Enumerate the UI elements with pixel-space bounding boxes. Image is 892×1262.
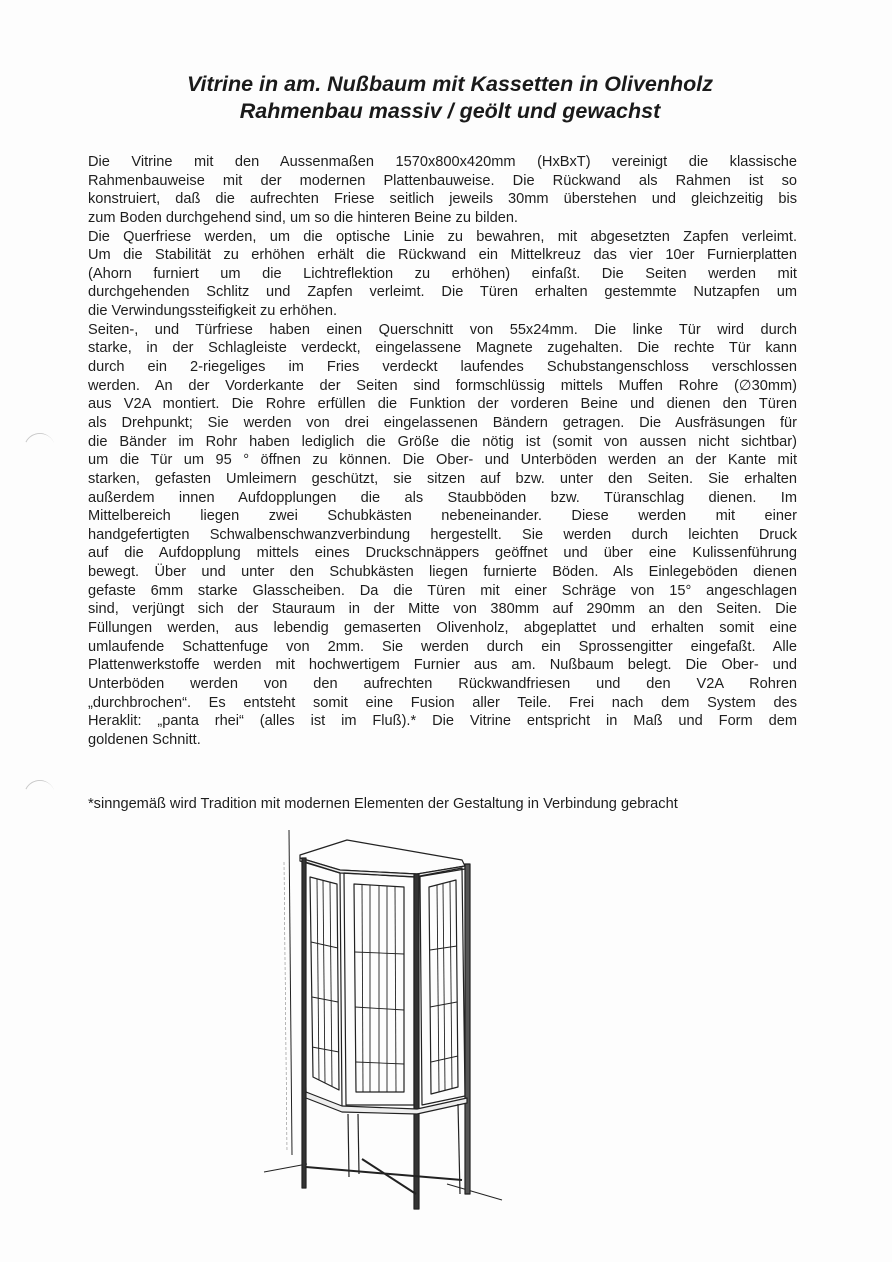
body-line: gefaste 6mm starke Glasscheiben. Da die Türen mit einer Schräge von 15° angeschlagen [88,582,797,599]
document-title-line-2: Rahmenbau massiv / geölt und gewachst [239,99,661,123]
body-line: die Bänder im Rohr haben lediglich die Größe die nötig ist (somit von aussen nicht sichtbar) [88,433,797,450]
punch-hole-mark [20,429,60,469]
body-line: bewegt. Über und unter den Schubkästen liegen furnierte Böden. Als Einlegeböden dienen [88,564,797,581]
body-line: Plattenwerkstoffe werden mit hochwertigem Furnier aus am. Nußbaum belegt. Die Ober- und [88,657,797,674]
footnote: *sinngemäß wird Tradition mit modernen Elementen der Gestaltung in Verbindung gebracht [88,796,678,812]
rear-right-post [465,864,470,1194]
body-line: Die Querfriese werden, um die optische Linie zu bewahren, mit abgesetzten Zapfen verleimt. [88,228,797,245]
cross-brace [362,1159,416,1194]
body-line: „durchbrochen“. Es entsteht somit eine Fusion aller Teile. Frei nach dem System des [88,694,797,711]
front-right-tube [414,874,419,1209]
body-line: (Ahorn furniert um die Lichtreflektion zu erhöhen) einfaßt. Die Seiten werden mit [88,265,797,282]
body-line: werden. An der Vorderkante der Seiten sind formschlüssig mittels Muffen Rohre (∅30mm) [88,377,797,394]
body-line: Mittelbereich liegen zwei Schubkästen nebeneinander. Diese werden mit einer [88,508,797,525]
body-line: zum Boden durchgehend sind, um so die hinteren Beine zu bilden. [88,209,518,226]
body-line: handgefertigten Schwalbenschwanzverbindung hergestellt. Sie werden durch leichten Druck [88,526,797,543]
front-left-tube [302,858,306,1188]
body-line: Seiten-, und Türfriese haben einen Querschnitt von 55x24mm. Die linke Tür wird durch [88,321,797,338]
floor-line [447,1184,502,1200]
cabinet-illustration [262,822,522,1212]
body-line: die Verwindungssteifigkeit zu erhöhen. [88,303,338,320]
body-line: auf die Aufdopplung mittels eines Druckschnäppers geöffnet und über eine Kulissenführung [88,545,797,562]
body-line: durchgehenden Schlitz und Zapfen verleimt. Die Türen erhalten gestemmte Nutzapfen um [88,284,797,301]
body-line: Unterböden werden von den aufrechten Rückwandfriesen und den V2A Rohren [88,675,797,692]
body-line: goldenen Schnitt. [88,731,201,748]
punch-hole-mark [20,776,60,816]
body-line: starke, in der Schlagleiste verdeckt, eingelassene Magnete zugehalten. Die rechte Tür kann [88,340,797,357]
body-line: Rahmenbauweise mit der modernen Plattenbauweise. Die Rückwand als Rahmen ist so [88,172,797,189]
rear-leg [358,1114,359,1174]
body-line: Heraklit: „panta rhei“ (alles ist im Fluß).* Die Vitrine entspricht in Maß und Form dem [88,713,797,730]
body-line: Füllungen werden, aus lebendig gemaserten Olivenholz, abgeplattet und erhalten somit eine [88,620,797,637]
body-line: um die Tür um 95 ° öffnen zu können. Die Ober- und Unterböden werden an der Kante mit [88,452,797,469]
floor-line [264,1164,307,1172]
left-door [302,861,342,1109]
body-line: umlaufende Schattenfuge von 2mm. Sie werden durch ein Sprossengitter eingefaßt. Alle [88,638,797,655]
rear-leg [348,1114,349,1177]
cabinet-top-edge [300,858,465,877]
body-line: außerdem innen Aufdopplungen die als Staubböden bzw. Türanschlag dienen. Im [88,489,797,506]
body-line: Die Vitrine mit den Aussenmaßen 1570x800x420mm (HxBxT) vereinigt die klassische [88,154,797,170]
body-line: starken, gefasten Umleimern geschützt, sie sitzen auf bzw. unter den Seiten. Sie erhalten [88,470,797,487]
lattice-bars [311,879,458,1092]
body-line: sind, verjüngt sich der Stauraum in der Mitte von 380mm auf 290mm an den Seiten. Die [88,601,797,618]
body-line: durch ein 2-riegeliges im Fries verdeckt laufendes Schubstangenschloss verschlossen [88,359,797,376]
wall-corner-line [289,830,292,1155]
body-line: Um die Stabilität zu erhöhen erhält die Rückwand ein Mittelkreuz das vier 10er Furnierplatten [88,247,797,264]
body-line: als Drehpunkt; Sie werden von drei eingelassenen Bändern getragen. Die Ausfräsungen für [88,414,797,431]
cabinet-bottom [306,1092,467,1114]
document-title-line-1: Vitrine in am. Nußbaum mit Kassetten in Olivenholz [186,72,714,96]
body-line: konstruiert, daß die aufrechten Friese seitlich jeweils 30mm überstehen und gleichzeitig bis [88,191,797,208]
body-text [88,153,797,750]
wall-corner-line [284,862,287,1152]
body-line: aus V2A montiert. Die Rohre erfüllen die Funktion der vorderen Beine und dienen den Türen [88,396,797,413]
